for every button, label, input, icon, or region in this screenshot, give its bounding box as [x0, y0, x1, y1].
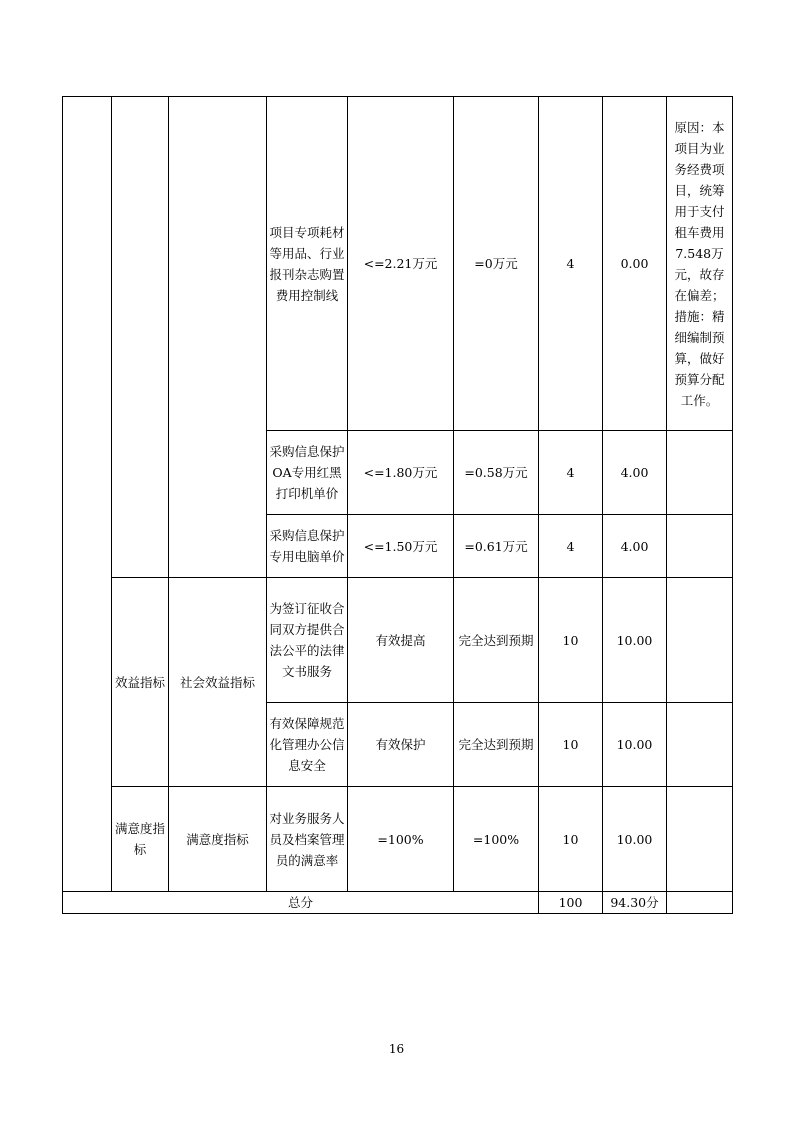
total-label: 总分: [63, 892, 539, 914]
level3-indicator-cell: 对业务服务人员及档案管理员的满意率: [267, 787, 348, 892]
actual-value-cell: =0.61万元: [454, 515, 539, 578]
score-cell: 10.00: [603, 787, 667, 892]
level3-indicator-cell: 采购信息保护专用电脑单价: [267, 515, 348, 578]
total-score: 94.30分: [603, 892, 667, 914]
level3-indicator-cell: 项目专项耗材等用品、行业报刊杂志购置费用控制线: [267, 97, 348, 431]
actual-value-cell: =0万元: [454, 97, 539, 431]
weight-cell: 10: [539, 578, 603, 703]
target-value-cell: <=2.21万元: [348, 97, 454, 431]
weight-cell: 10: [539, 787, 603, 892]
deviation-note-cell: [667, 787, 733, 892]
target-value-cell: <=1.80万元: [348, 431, 454, 515]
level1-indicator-cell: 效益指标: [112, 578, 169, 787]
level1-indicator-cell: [112, 97, 169, 578]
deviation-note-cell: [667, 703, 733, 787]
total-weight: 100: [539, 892, 603, 914]
table-row: [63, 787, 733, 892]
score-cell: 10.00: [603, 703, 667, 787]
target-value-cell: 有效提高: [348, 578, 454, 703]
weight-cell: 10: [539, 703, 603, 787]
weight-cell: 4: [539, 515, 603, 578]
deviation-note-cell: [667, 578, 733, 703]
actual-value-cell: =0.58万元: [454, 431, 539, 515]
target-value-cell: <=1.50万元: [348, 515, 454, 578]
target-value-cell: 有效保护: [348, 703, 454, 787]
page-number: 16: [388, 1042, 405, 1056]
target-value-cell: =100%: [348, 787, 454, 892]
score-cell: 4.00: [603, 515, 667, 578]
level2-indicator-cell: 满意度指标: [169, 787, 267, 892]
level3-indicator-cell: 为签订征收合同双方提供合法公平的法律文书服务: [267, 578, 348, 703]
performance-indicator-table: [62, 96, 733, 914]
deviation-note-cell: [667, 515, 733, 578]
deviation-note-cell: [667, 431, 733, 515]
table-row: [63, 97, 733, 431]
level3-indicator-cell: 采购信息保护OA专用红黑打印机单价: [267, 431, 348, 515]
level3-indicator-cell: 有效保障规范化管理办公信息安全: [267, 703, 348, 787]
table-row: [63, 578, 733, 703]
level2-indicator-cell: 社会效益指标: [169, 578, 267, 787]
weight-cell: 4: [539, 431, 603, 515]
actual-value-cell: 完全达到预期: [454, 578, 539, 703]
weight-cell: 4: [539, 97, 603, 431]
actual-value-cell: =100%: [454, 787, 539, 892]
level1-indicator-cell: 满意度指标: [112, 787, 169, 892]
score-cell: 10.00: [603, 578, 667, 703]
actual-value-cell: 完全达到预期: [454, 703, 539, 787]
score-cell: 0.00: [603, 97, 667, 431]
total-note: [667, 892, 733, 914]
total-row: [63, 892, 733, 914]
outer-category-cell: [63, 97, 112, 892]
level2-indicator-cell: [169, 97, 267, 578]
deviation-note-cell: 原因：本项目为业务经费项目，统筹用于支付租车费用7.548万元，故存在偏差；措施：精细编制预算，做好预算分配工作。: [667, 97, 733, 431]
score-cell: 4.00: [603, 431, 667, 515]
